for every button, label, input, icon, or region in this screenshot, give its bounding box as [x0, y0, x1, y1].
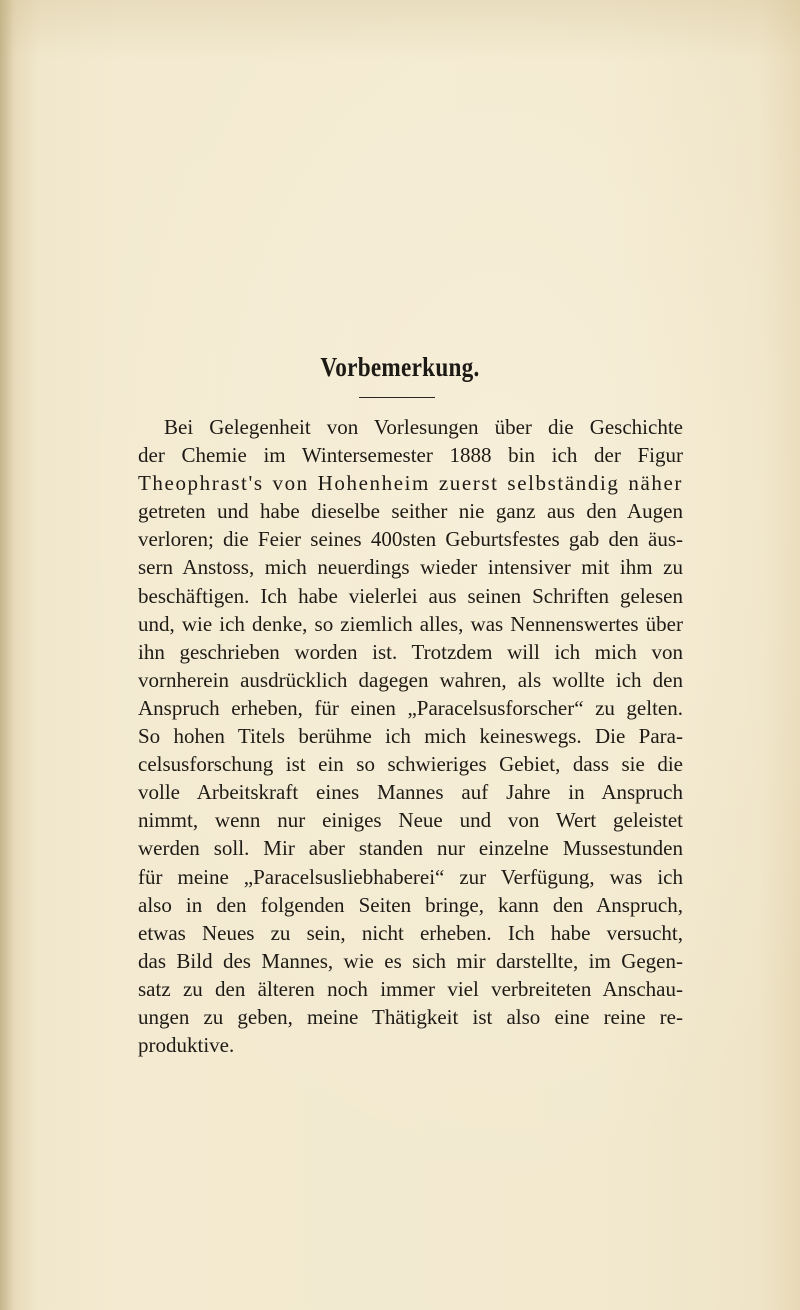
- preface-paragraph: [138, 413, 683, 1059]
- text-line: Anspruch erheben, für einen „Paracelsusforscher“ zu gelten.: [138, 695, 683, 720]
- text-line: etwas Neues zu sein, nicht erheben. Ich habe versucht,: [138, 920, 683, 945]
- text-line: also in den folgenden Seiten bringe, kann den Anspruch,: [138, 892, 683, 917]
- text-line: beschäftigen. Ich habe vielerlei aus seinen Schriften gelesen: [138, 583, 683, 608]
- text-line: satz zu den älteren noch immer viel verbreiteten Anschau-: [138, 976, 683, 1001]
- text-line: der Chemie im Wintersemester 1888 bin ich der Figur: [138, 443, 683, 468]
- text-line: So hohen Titels berühme ich mich keineswegs. Die Para-: [138, 724, 683, 749]
- text-line: verloren; die Feier seines 400sten Geburtsfestes gab den äus-: [138, 527, 683, 552]
- text-line: das Bild des Mannes, wie es sich mir darstellte, im Gegen-: [138, 948, 683, 973]
- text-line: volle Arbeitskraft eines Mannes auf Jahre in Anspruch: [138, 780, 683, 805]
- text-line: nimmt, wenn nur einiges Neue und von Wert geleistet: [138, 808, 683, 833]
- text-line: vornherein ausdrücklich dagegen wahren, als wollte ich den: [138, 667, 683, 692]
- text-line: sern Anstoss, mich neuerdings wieder intensiver mit ihm zu: [138, 555, 683, 580]
- heading-rule: [359, 397, 435, 398]
- text-line: und, wie ich denke, so ziemlich alles, was Nennenswertes über: [138, 611, 683, 636]
- text-line: produktive.: [138, 1033, 235, 1058]
- text-line: Bei Gelegenheit von Vorlesungen über die Geschichte: [164, 415, 683, 439]
- page-heading: Vorbemerkung.: [320, 352, 480, 382]
- text-line: für meine „Paracelsusliebhaberei“ zur Verfügung, was ich: [138, 864, 683, 889]
- text-line: celsusforschung ist ein so schwieriges Gebiet, dass sie die: [138, 752, 683, 777]
- text-line: ihn geschrieben worden ist. Trotzdem will ich mich von: [138, 639, 683, 664]
- text-line: getreten und habe dieselbe seither nie ganz aus den Augen: [138, 499, 683, 524]
- text-line: Theophrast's von Hohenheim zuerst selbständig näher: [138, 471, 683, 496]
- text-line: werden soll. Mir aber standen nur einzelne Mussestunden: [138, 836, 683, 861]
- text-line: ungen zu geben, meine Thätigkeit ist also eine reine re-: [138, 1004, 683, 1029]
